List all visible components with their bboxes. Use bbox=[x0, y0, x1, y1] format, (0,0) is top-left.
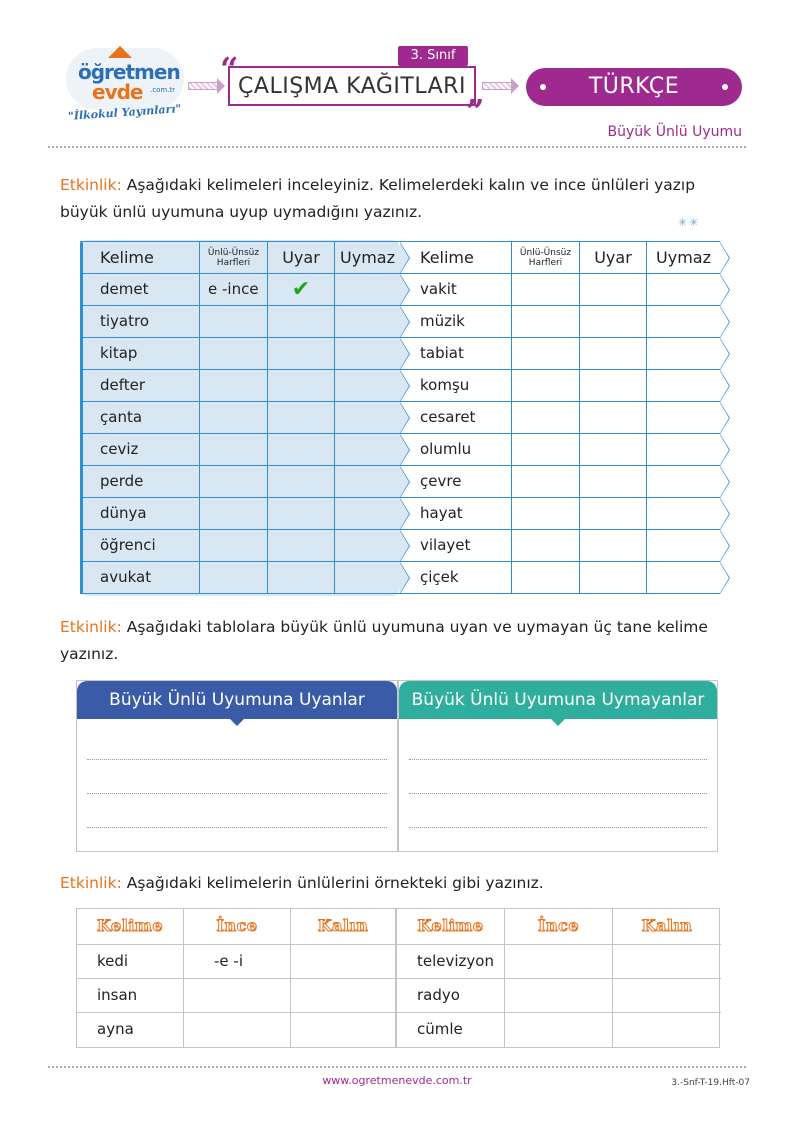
publisher-logo bbox=[62, 42, 192, 132]
answer-cell[interactable] bbox=[505, 979, 613, 1013]
answer-cell[interactable] bbox=[291, 979, 397, 1013]
footer-code: 3.-Snf-T-19.Hft-07 bbox=[671, 1078, 750, 1088]
chevron-fill bbox=[720, 403, 729, 433]
pointer-icon bbox=[551, 719, 565, 726]
word-cell: cümle bbox=[397, 1013, 505, 1047]
answer-cell[interactable] bbox=[200, 402, 268, 434]
divider bbox=[48, 1066, 746, 1068]
word-cell: tiyatro bbox=[80, 306, 200, 338]
word-cell: tabiat bbox=[400, 338, 512, 370]
answer-cell[interactable] bbox=[647, 498, 720, 530]
chevron-fill bbox=[720, 563, 729, 593]
column-header: Uyar bbox=[580, 242, 647, 274]
answer-cell[interactable] bbox=[512, 370, 580, 402]
answer-cell[interactable] bbox=[335, 434, 400, 466]
word-cell: defter bbox=[80, 370, 200, 402]
answer-cell[interactable] bbox=[613, 1013, 721, 1047]
answer-cell[interactable] bbox=[335, 562, 400, 594]
subject-pill bbox=[526, 68, 742, 106]
vowel-table bbox=[76, 908, 720, 1048]
arrow-right-icon bbox=[482, 82, 512, 90]
activity-text: Aşağıdaki kelimeleri inceleyiniz. Kelimelerdeki kalın ve ince ünlüleri yazıp büyük ünlü uyumuna uyup uymadığını yazınız. bbox=[60, 176, 696, 221]
answer-cell[interactable] bbox=[184, 1013, 291, 1047]
answer-cell[interactable] bbox=[200, 338, 268, 370]
word-cell: televizyon bbox=[397, 945, 505, 979]
word-cell: komşu bbox=[400, 370, 512, 402]
table-top-border bbox=[80, 241, 720, 242]
answer-cell[interactable] bbox=[512, 434, 580, 466]
answer-cell[interactable] bbox=[512, 498, 580, 530]
activity-text: Aşağıdaki kelimelerin ünlülerini örnekteki gibi yazınız. bbox=[121, 874, 544, 892]
answer-cell[interactable] bbox=[647, 370, 720, 402]
answer-cell[interactable] bbox=[580, 434, 647, 466]
column-header: Uymaz bbox=[647, 242, 720, 274]
answer-cell[interactable] bbox=[647, 338, 720, 370]
answer-cell[interactable] bbox=[335, 306, 400, 338]
answer-cell[interactable] bbox=[512, 466, 580, 498]
activity-label: Etkinlik: bbox=[60, 874, 122, 892]
column-header: Kalın bbox=[291, 909, 397, 945]
answer-cell[interactable] bbox=[647, 562, 720, 594]
column-header: Kelime bbox=[397, 909, 505, 945]
logo-text-main: öğretmen bbox=[78, 60, 180, 84]
answer-cell[interactable] bbox=[268, 530, 335, 562]
answer-cell[interactable] bbox=[335, 498, 400, 530]
answer-cell[interactable] bbox=[200, 434, 268, 466]
answer-cell[interactable] bbox=[512, 338, 580, 370]
answer-cell[interactable] bbox=[647, 466, 720, 498]
answer-cell[interactable]: -e -i bbox=[184, 945, 291, 979]
answer-cell[interactable] bbox=[335, 402, 400, 434]
answer-cell[interactable] bbox=[580, 274, 647, 306]
answer-cell[interactable] bbox=[505, 1013, 613, 1047]
answer-line[interactable] bbox=[87, 827, 387, 828]
column-header: Uyar bbox=[268, 242, 335, 274]
box-title: Büyük Ünlü Uyumuna Uymayanlar bbox=[399, 681, 717, 719]
answer-cell[interactable] bbox=[512, 402, 580, 434]
chevron-fill bbox=[720, 339, 729, 369]
box-title: Büyük Ünlü Uyumuna Uyanlar bbox=[77, 681, 397, 719]
answer-cell[interactable] bbox=[580, 306, 647, 338]
answer-cell[interactable] bbox=[512, 530, 580, 562]
answer-cell[interactable] bbox=[268, 370, 335, 402]
word-cell: vakit bbox=[400, 274, 512, 306]
word-cell: radyo bbox=[397, 979, 505, 1013]
answer-cell[interactable] bbox=[268, 498, 335, 530]
word-cell: cesaret bbox=[400, 402, 512, 434]
word-cell: olumlu bbox=[400, 434, 512, 466]
activity-3-instruction bbox=[60, 870, 720, 897]
activity-1-instruction bbox=[60, 172, 720, 226]
answer-cell[interactable] bbox=[647, 434, 720, 466]
answer-cell[interactable] bbox=[268, 562, 335, 594]
answer-cell[interactable] bbox=[580, 466, 647, 498]
answer-cell[interactable] bbox=[335, 370, 400, 402]
answer-line[interactable] bbox=[409, 793, 707, 794]
answer-cell[interactable] bbox=[268, 306, 335, 338]
column-header: Ünlü-Ünsüz Harfleri bbox=[200, 242, 268, 274]
answer-cell[interactable] bbox=[647, 402, 720, 434]
word-cell: çevre bbox=[400, 466, 512, 498]
chevron-fill bbox=[720, 499, 729, 529]
house-icon bbox=[108, 46, 132, 58]
column-header: Ünlü-Ünsüz Harfleri bbox=[512, 242, 580, 274]
column-header: Kalın bbox=[613, 909, 721, 945]
chevron-fill bbox=[720, 307, 729, 337]
answer-cell[interactable] bbox=[580, 402, 647, 434]
word-cell: avukat bbox=[80, 562, 200, 594]
answer-cell[interactable] bbox=[580, 530, 647, 562]
answer-line[interactable] bbox=[87, 759, 387, 760]
word-cell: çanta bbox=[80, 402, 200, 434]
answer-cell[interactable] bbox=[512, 306, 580, 338]
answer-line[interactable] bbox=[409, 827, 707, 828]
answer-line[interactable] bbox=[409, 759, 707, 760]
answer-cell[interactable] bbox=[291, 1013, 397, 1047]
answer-cell[interactable] bbox=[580, 562, 647, 594]
answer-cell[interactable] bbox=[512, 274, 580, 306]
grade-badge: 3. Sınıf bbox=[398, 46, 468, 66]
checkmark-icon[interactable]: ✔ bbox=[268, 274, 335, 306]
answer-cell[interactable] bbox=[200, 466, 268, 498]
answer-cell[interactable] bbox=[184, 979, 291, 1013]
chevron-fill bbox=[720, 531, 729, 561]
answer-cell[interactable] bbox=[335, 338, 400, 370]
chevron-fill bbox=[720, 467, 729, 497]
answer-cell[interactable] bbox=[505, 945, 613, 979]
answer-line[interactable] bbox=[87, 793, 387, 794]
logo-domain: .com.tr bbox=[150, 86, 176, 94]
word-cell: çiçek bbox=[400, 562, 512, 594]
logo-text-evde: evde bbox=[92, 80, 143, 104]
word-cell: müzik bbox=[400, 306, 512, 338]
dot-icon bbox=[540, 84, 546, 90]
word-cell: ceviz bbox=[80, 434, 200, 466]
answer-cell[interactable] bbox=[268, 466, 335, 498]
activity-label: Etkinlik: bbox=[60, 618, 122, 636]
answer-cell[interactable] bbox=[200, 306, 268, 338]
arrow-right-icon bbox=[188, 82, 218, 90]
word-cell: insan bbox=[77, 979, 184, 1013]
answer-cell[interactable] bbox=[512, 562, 580, 594]
footer-url[interactable]: www.ogretmenevde.com.tr bbox=[322, 1074, 472, 1087]
chevron-fill bbox=[720, 371, 729, 401]
word-cell: demet bbox=[80, 274, 200, 306]
column-header: Kelime bbox=[77, 909, 184, 945]
open-quote-mark: “ bbox=[220, 50, 239, 88]
topic-label: Büyük Ünlü Uyumu bbox=[607, 124, 742, 140]
answer-cell[interactable]: e -ince bbox=[200, 274, 268, 306]
column-header: Uymaz bbox=[335, 242, 400, 274]
logo-subtitle: "İlkokul Yayınları" bbox=[67, 102, 182, 123]
word-cell: dünya bbox=[80, 498, 200, 530]
close-quote-mark: ” bbox=[466, 92, 485, 130]
word-cell: ayna bbox=[77, 1013, 184, 1047]
activity-text: Aşağıdaki tablolara büyük ünlü uyumuna uyan ve uymayan üç tane kelime yazınız. bbox=[60, 618, 708, 663]
table-left-border bbox=[80, 242, 83, 594]
answer-cell[interactable] bbox=[268, 338, 335, 370]
answer-cell[interactable] bbox=[200, 498, 268, 530]
column-header: Kelime bbox=[400, 242, 512, 274]
pointer-icon bbox=[230, 719, 244, 726]
activity-label: Etkinlik: bbox=[60, 176, 122, 194]
harmonious-words-box bbox=[76, 680, 398, 852]
non-harmonious-words-box bbox=[398, 680, 718, 852]
title-box bbox=[228, 66, 476, 106]
answer-cell[interactable] bbox=[580, 370, 647, 402]
sparkle-icon: ✳✳ bbox=[678, 216, 701, 229]
answer-cell[interactable] bbox=[613, 945, 721, 979]
answer-cell[interactable] bbox=[200, 562, 268, 594]
page-title: ÇALIŞMA KAĞITLARI bbox=[238, 74, 466, 99]
word-cell: öğrenci bbox=[80, 530, 200, 562]
answer-cell[interactable] bbox=[335, 274, 400, 306]
chevron-fill bbox=[720, 275, 729, 305]
word-cell: kedi bbox=[77, 945, 184, 979]
dot-icon bbox=[722, 84, 728, 90]
answer-cell[interactable] bbox=[647, 306, 720, 338]
answer-cell[interactable] bbox=[200, 530, 268, 562]
answer-cell[interactable] bbox=[647, 274, 720, 306]
word-cell: vilayet bbox=[400, 530, 512, 562]
answer-cell[interactable] bbox=[580, 498, 647, 530]
word-cell: perde bbox=[80, 466, 200, 498]
column-header: İnce bbox=[505, 909, 613, 945]
subject-label: TÜRKÇE bbox=[588, 74, 680, 99]
activity-2-instruction bbox=[60, 614, 720, 668]
answer-cell[interactable] bbox=[335, 466, 400, 498]
answer-cell[interactable] bbox=[647, 530, 720, 562]
column-header: Kelime bbox=[80, 242, 200, 274]
answer-cell[interactable] bbox=[268, 434, 335, 466]
word-cell: kitap bbox=[80, 338, 200, 370]
answer-cell[interactable] bbox=[335, 530, 400, 562]
answer-cell[interactable] bbox=[268, 402, 335, 434]
chevron-fill bbox=[720, 435, 729, 465]
word-cell: hayat bbox=[400, 498, 512, 530]
vowel-harmony-table bbox=[80, 240, 720, 596]
answer-cell[interactable] bbox=[580, 338, 647, 370]
answer-cell[interactable] bbox=[200, 370, 268, 402]
column-header: İnce bbox=[184, 909, 291, 945]
answer-cell[interactable] bbox=[291, 945, 397, 979]
divider bbox=[48, 146, 746, 148]
answer-cell[interactable] bbox=[613, 979, 721, 1013]
chevron-fill bbox=[720, 243, 729, 273]
